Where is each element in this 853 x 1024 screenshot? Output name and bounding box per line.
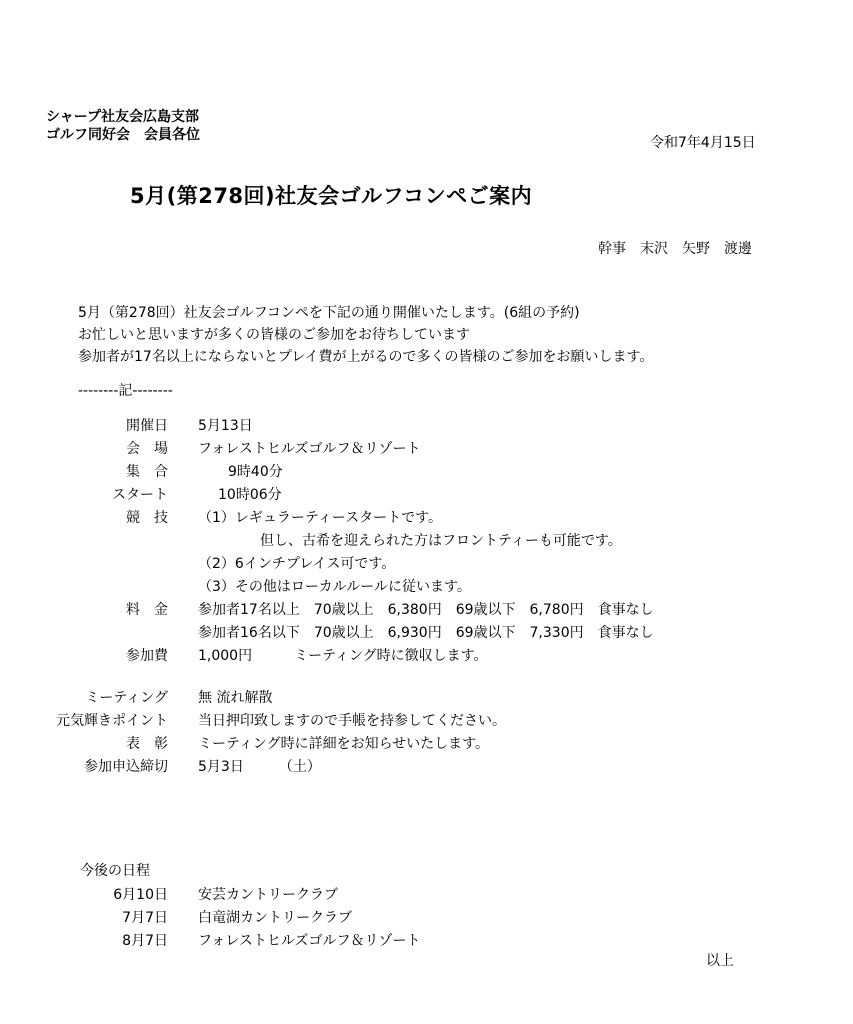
intro-line: 参加者が17名以上にならないとプレイ費が上がるので多くの皆様のご参加をお願いします。 bbox=[78, 349, 654, 365]
event-date-label: 開催日 bbox=[126, 418, 168, 434]
rule-item-note: 但し、古希を迎えられた方はフロントティーも可能です。 bbox=[260, 533, 622, 549]
schedule-venue: フォレストヒルズゴルフ＆リゾート bbox=[198, 933, 421, 949]
rule-item: （3）その他はローカルルールに従います。 bbox=[198, 579, 471, 595]
issue-date: 令和7年4月15日 bbox=[650, 135, 756, 151]
meet-time-value: 9時40分 bbox=[228, 464, 283, 480]
intro-line: 5月（第278回）社友会ゴルフコンペを下記の通り開催いたします。(6組の予約) bbox=[78, 305, 580, 321]
fee-row: 参加者17名以上 70歳以上 6,380円 69歳以下 6,780円 食事なし bbox=[198, 602, 654, 618]
deadline-label: 参加申込締切 bbox=[84, 759, 168, 775]
points-label: 元気輝きポイント bbox=[56, 713, 168, 729]
fee-row: 参加者16名以下 70歳以上 6,930円 69歳以下 7,330円 食事なし bbox=[198, 625, 654, 641]
award-value: ミーティング時に詳細をお知らせいたします。 bbox=[198, 736, 490, 752]
section-divider: --------記-------- bbox=[78, 383, 173, 399]
deadline-value: 5月3日 （土） bbox=[198, 759, 321, 775]
organizers: 幹事 末沢 矢野 渡邊 bbox=[598, 241, 752, 257]
meeting-label: ミーティング bbox=[85, 690, 168, 706]
page-title: 5月(第278回)社友会ゴルフコンペご案内 bbox=[130, 184, 533, 208]
intro-line: お忙しいと思いますが多くの皆様のご参加をお待ちしています bbox=[78, 327, 470, 343]
entry-fee-label: 参加費 bbox=[126, 648, 168, 664]
schedule-date: 8月7日 bbox=[122, 933, 168, 949]
points-value: 当日押印致しますので手帳を持参してください。 bbox=[198, 713, 506, 729]
rule-item: （2）6インチプレイス可です。 bbox=[198, 556, 396, 572]
start-time-label: スタート bbox=[112, 487, 168, 503]
rule-item: （1）レギュラーティースタートです。 bbox=[198, 510, 442, 526]
meeting-value: 無 流れ解散 bbox=[198, 690, 273, 706]
closing-mark: 以上 bbox=[706, 953, 734, 969]
schedule-date: 6月10日 bbox=[113, 887, 168, 903]
schedule-venue: 安芸カントリークラブ bbox=[198, 887, 338, 903]
event-date-value: 5月13日 bbox=[198, 418, 253, 434]
meet-time-label: 集 合 bbox=[126, 464, 168, 480]
fee-label: 料 金 bbox=[126, 602, 168, 618]
recipient-org: シャープ社友会広島支部 bbox=[46, 109, 200, 125]
venue-value: フォレストヒルズゴルフ＆リゾート bbox=[198, 441, 421, 457]
intro-paragraph bbox=[78, 302, 653, 368]
award-label: 表 彰 bbox=[126, 736, 168, 752]
schedule-heading: 今後の日程 bbox=[80, 863, 150, 879]
schedule-date: 7月7日 bbox=[122, 910, 168, 926]
start-time-value: 10時06分 bbox=[218, 487, 282, 503]
competition-label: 競 技 bbox=[126, 510, 168, 526]
schedule-venue: 白竜湖カントリークラブ bbox=[198, 910, 352, 926]
recipient-group: ゴルフ同好会 会員各位 bbox=[46, 127, 200, 143]
venue-label: 会 場 bbox=[126, 441, 168, 457]
entry-fee-value: 1,000円 ミーティング時に徴収します。 bbox=[198, 648, 488, 664]
